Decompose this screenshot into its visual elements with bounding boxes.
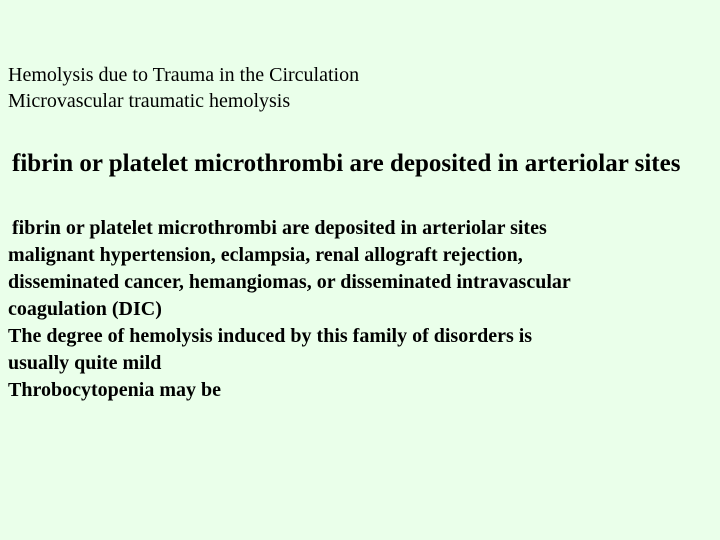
title-line-2: Microvascular traumatic hemolysis	[8, 90, 291, 112]
body-line-7: Throbocytopenia may be	[8, 379, 221, 401]
body-line-4: coagulation (DIC)	[8, 298, 162, 320]
body-line-6: usually quite mild	[8, 352, 162, 374]
body-line-5: The degree of hemolysis induced by this family of disorders is	[8, 325, 533, 347]
heading-text: fibrin or platelet microthrombi are deposited in arteriolar sites	[12, 150, 681, 177]
title-line-1: Hemolysis due to Trauma in the Circulation	[8, 64, 360, 86]
slide-title	[8, 62, 708, 114]
body-line-2: malignant hypertension, eclampsia, renal allograft rejection,	[8, 244, 523, 266]
body-line-3: disseminated cancer, hemangiomas, or disseminated intravascular	[8, 271, 571, 293]
body-text	[8, 215, 708, 404]
body-line-1: fibrin or platelet microthrombi are deposited in arteriolar sites	[12, 217, 547, 239]
section-heading	[8, 148, 716, 179]
